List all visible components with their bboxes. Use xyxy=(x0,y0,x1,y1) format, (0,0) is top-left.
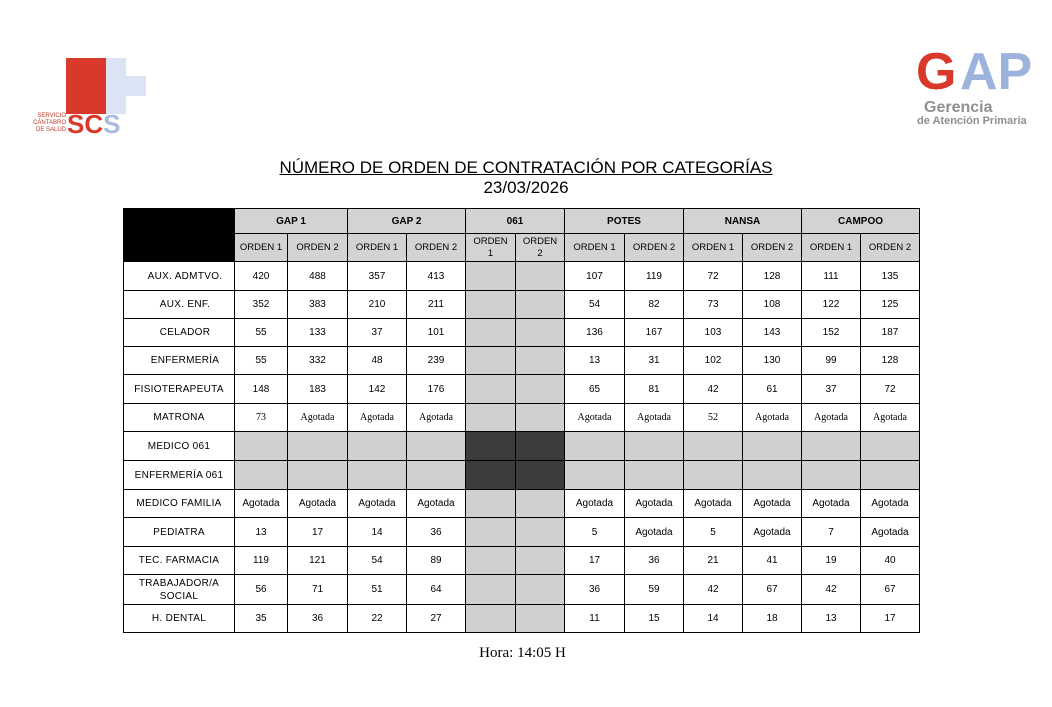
empty-cell xyxy=(235,461,288,490)
value-cell: 27 xyxy=(407,605,466,633)
value-cell: Agotada xyxy=(407,404,466,432)
value-cell: 41 xyxy=(743,547,802,575)
value-cell: 52 xyxy=(684,404,743,432)
header-corner xyxy=(124,234,235,262)
empty-cell-061 xyxy=(516,319,565,347)
value-cell: 36 xyxy=(565,575,625,605)
empty-cell xyxy=(565,432,625,461)
sub-header: ORDEN 1 xyxy=(348,234,407,262)
sub-header: ORDEN 2 xyxy=(288,234,348,262)
value-cell: 143 xyxy=(743,319,802,347)
value-cell: 73 xyxy=(684,291,743,319)
value-cell: 67 xyxy=(861,575,920,605)
empty-cell-061 xyxy=(516,518,565,547)
value-cell: Agotada xyxy=(743,490,802,518)
table-row xyxy=(124,518,920,547)
group-header: CAMPOO xyxy=(802,209,920,234)
value-cell: Agotada xyxy=(684,490,743,518)
empty-cell xyxy=(802,461,861,490)
value-cell: Agotada xyxy=(348,490,407,518)
scs-logo xyxy=(18,50,168,145)
value-cell: 64 xyxy=(407,575,466,605)
empty-cell-061 xyxy=(516,605,565,633)
value-cell: 82 xyxy=(625,291,684,319)
value-cell: 48 xyxy=(348,347,407,375)
category-cell: MATRONA xyxy=(124,404,235,432)
value-cell: 152 xyxy=(802,319,861,347)
value-cell: 15 xyxy=(625,605,684,633)
value-cell: 14 xyxy=(684,605,743,633)
value-cell: 71 xyxy=(288,575,348,605)
empty-cell xyxy=(407,432,466,461)
empty-cell-061 xyxy=(516,432,565,461)
value-cell: 383 xyxy=(288,291,348,319)
value-cell: 136 xyxy=(565,319,625,347)
value-cell: 122 xyxy=(802,291,861,319)
empty-cell xyxy=(625,461,684,490)
value-cell: 18 xyxy=(743,605,802,633)
value-cell: Agotada xyxy=(743,404,802,432)
value-cell: 67 xyxy=(743,575,802,605)
group-header: GAP 1 xyxy=(235,209,348,234)
empty-cell xyxy=(861,432,920,461)
contract-order-table xyxy=(123,208,920,633)
sub-header: ORDEN 2 xyxy=(407,234,466,262)
gap-logo xyxy=(914,43,1033,130)
value-cell: 211 xyxy=(407,291,466,319)
empty-cell-061 xyxy=(516,291,565,319)
category-cell: H. DENTAL xyxy=(124,605,235,633)
value-cell: 103 xyxy=(684,319,743,347)
sub-header: ORDEN 1 xyxy=(565,234,625,262)
sub-header: ORDEN 1 xyxy=(684,234,743,262)
value-cell: 332 xyxy=(288,347,348,375)
group-header: 061 xyxy=(466,209,565,234)
category-cell: CELADOR xyxy=(124,319,235,347)
value-cell: 14 xyxy=(348,518,407,547)
table-row xyxy=(124,347,920,375)
sub-header-061-1: ORDEN 1 xyxy=(466,234,516,262)
table-row xyxy=(124,490,920,518)
category-cell: FISIOTERAPEUTA xyxy=(124,375,235,404)
value-cell: 102 xyxy=(684,347,743,375)
value-cell: 488 xyxy=(288,262,348,291)
value-cell: Agotada xyxy=(407,490,466,518)
empty-cell-061 xyxy=(516,575,565,605)
empty-cell-061 xyxy=(466,319,516,347)
value-cell: Agotada xyxy=(625,490,684,518)
value-cell: 108 xyxy=(743,291,802,319)
table-row xyxy=(124,547,920,575)
value-cell: 42 xyxy=(684,375,743,404)
gap-logo-line1: Gerencia xyxy=(924,99,993,116)
value-cell: 73 xyxy=(235,404,288,432)
value-cell: 413 xyxy=(407,262,466,291)
value-cell: 17 xyxy=(861,605,920,633)
value-cell: 37 xyxy=(802,375,861,404)
empty-cell xyxy=(861,461,920,490)
empty-cell-061 xyxy=(466,347,516,375)
scs-logo-letters: SCS xyxy=(67,109,121,139)
value-cell: 17 xyxy=(565,547,625,575)
value-cell: 13 xyxy=(802,605,861,633)
category-cell: ENFERMERÍA xyxy=(124,347,235,375)
value-cell: 5 xyxy=(684,518,743,547)
value-cell: Agotada xyxy=(802,404,861,432)
value-cell: 11 xyxy=(565,605,625,633)
sub-header: ORDEN 2 xyxy=(743,234,802,262)
value-cell: 65 xyxy=(565,375,625,404)
scs-logo-text: SERVICIO CÁNTABRO DE SALUD xyxy=(33,113,66,133)
value-cell: 72 xyxy=(861,375,920,404)
value-cell: 13 xyxy=(235,518,288,547)
sub-header-061-2: ORDEN 2 xyxy=(516,234,565,262)
table-row xyxy=(124,461,920,490)
empty-cell-061 xyxy=(466,432,516,461)
value-cell: 176 xyxy=(407,375,466,404)
empty-cell-061 xyxy=(466,375,516,404)
value-cell: Agotada xyxy=(565,490,625,518)
group-header: POTES xyxy=(565,209,684,234)
empty-cell-061 xyxy=(466,404,516,432)
table-row xyxy=(124,319,920,347)
value-cell: 61 xyxy=(743,375,802,404)
value-cell: 167 xyxy=(625,319,684,347)
value-cell: 36 xyxy=(407,518,466,547)
value-cell: 239 xyxy=(407,347,466,375)
empty-cell xyxy=(288,432,348,461)
value-cell: Agotada xyxy=(625,404,684,432)
sub-header: ORDEN 1 xyxy=(802,234,861,262)
empty-cell-061 xyxy=(466,490,516,518)
empty-cell xyxy=(743,461,802,490)
empty-cell-061 xyxy=(516,262,565,291)
value-cell: 56 xyxy=(235,575,288,605)
sub-header: ORDEN 1 xyxy=(235,234,288,262)
empty-cell-061 xyxy=(516,461,565,490)
value-cell: 31 xyxy=(625,347,684,375)
empty-cell-061 xyxy=(466,518,516,547)
value-cell: 17 xyxy=(288,518,348,547)
report-time: Hora: 14:05 H xyxy=(479,645,566,661)
table-row xyxy=(124,375,920,404)
value-cell: 357 xyxy=(348,262,407,291)
empty-cell-061 xyxy=(466,461,516,490)
value-cell: 111 xyxy=(802,262,861,291)
empty-cell xyxy=(235,432,288,461)
value-cell: 99 xyxy=(802,347,861,375)
value-cell: Agotada xyxy=(625,518,684,547)
empty-cell-061 xyxy=(466,547,516,575)
value-cell: 22 xyxy=(348,605,407,633)
empty-cell-061 xyxy=(516,375,565,404)
group-header: NANSA xyxy=(684,209,802,234)
empty-cell xyxy=(684,432,743,461)
value-cell: 119 xyxy=(625,262,684,291)
value-cell: 210 xyxy=(348,291,407,319)
category-cell: AUX. ENF. xyxy=(124,291,235,319)
value-cell: 128 xyxy=(743,262,802,291)
value-cell: 54 xyxy=(348,547,407,575)
empty-cell-061 xyxy=(466,575,516,605)
value-cell: Agotada xyxy=(861,490,920,518)
value-cell: 54 xyxy=(565,291,625,319)
value-cell: 183 xyxy=(288,375,348,404)
value-cell: Agotada xyxy=(861,404,920,432)
empty-cell-061 xyxy=(466,291,516,319)
value-cell: Agotada xyxy=(348,404,407,432)
value-cell: Agotada xyxy=(802,490,861,518)
category-cell: PEDIATRA xyxy=(124,518,235,547)
group-header: GAP 2 xyxy=(348,209,466,234)
value-cell: 128 xyxy=(861,347,920,375)
empty-cell xyxy=(565,461,625,490)
empty-cell xyxy=(407,461,466,490)
category-cell: ENFERMERÍA 061 xyxy=(124,461,235,490)
value-cell: Agotada xyxy=(861,518,920,547)
empty-cell xyxy=(743,432,802,461)
gap-logo-mark: G AP xyxy=(916,43,1033,101)
header-corner xyxy=(124,209,235,234)
value-cell: 352 xyxy=(235,291,288,319)
value-cell: 125 xyxy=(861,291,920,319)
empty-cell-061 xyxy=(466,605,516,633)
sub-header: ORDEN 2 xyxy=(861,234,920,262)
table-row xyxy=(124,432,920,461)
value-cell: 7 xyxy=(802,518,861,547)
value-cell: 42 xyxy=(802,575,861,605)
value-cell: 119 xyxy=(235,547,288,575)
category-cell: MEDICO FAMILIA xyxy=(124,490,235,518)
value-cell: 59 xyxy=(625,575,684,605)
value-cell: 107 xyxy=(565,262,625,291)
value-cell: 133 xyxy=(288,319,348,347)
value-cell: Agotada xyxy=(743,518,802,547)
value-cell: Agotada xyxy=(565,404,625,432)
empty-cell-061 xyxy=(516,347,565,375)
empty-cell xyxy=(348,461,407,490)
value-cell: 72 xyxy=(684,262,743,291)
value-cell: 130 xyxy=(743,347,802,375)
sub-header: ORDEN 2 xyxy=(625,234,684,262)
value-cell: 89 xyxy=(407,547,466,575)
value-cell: 135 xyxy=(861,262,920,291)
value-cell: 19 xyxy=(802,547,861,575)
table-row xyxy=(124,605,920,633)
table-row xyxy=(124,262,920,291)
table-row xyxy=(124,291,920,319)
category-cell: TEC. FARMACIA xyxy=(124,547,235,575)
value-cell: Agotada xyxy=(288,490,348,518)
value-cell: 55 xyxy=(235,319,288,347)
value-cell: 81 xyxy=(625,375,684,404)
value-cell: Agotada xyxy=(235,490,288,518)
value-cell: 5 xyxy=(565,518,625,547)
value-cell: 37 xyxy=(348,319,407,347)
empty-cell xyxy=(684,461,743,490)
value-cell: 55 xyxy=(235,347,288,375)
value-cell: 420 xyxy=(235,262,288,291)
value-cell: 142 xyxy=(348,375,407,404)
value-cell: 51 xyxy=(348,575,407,605)
value-cell: 40 xyxy=(861,547,920,575)
category-cell: AUX. ADMTVO. xyxy=(124,262,235,291)
empty-cell xyxy=(625,432,684,461)
value-cell: Agotada xyxy=(288,404,348,432)
table-row xyxy=(124,404,920,432)
value-cell: 13 xyxy=(565,347,625,375)
document-date: 23/03/2026 xyxy=(483,178,569,197)
value-cell: 121 xyxy=(288,547,348,575)
value-cell: 101 xyxy=(407,319,466,347)
empty-cell xyxy=(802,432,861,461)
category-cell: TRABAJADOR/A SOCIAL xyxy=(124,575,235,605)
gap-logo-line2: de Atención Primaria xyxy=(917,115,1027,127)
value-cell: 21 xyxy=(684,547,743,575)
empty-cell-061 xyxy=(516,404,565,432)
value-cell: 42 xyxy=(684,575,743,605)
value-cell: 35 xyxy=(235,605,288,633)
table-row xyxy=(124,575,920,605)
document-title: NÚMERO DE ORDEN DE CONTRATACIÓN POR CATEGORÍAS xyxy=(279,158,773,177)
value-cell: 36 xyxy=(625,547,684,575)
value-cell: 36 xyxy=(288,605,348,633)
category-cell: MEDICO 061 xyxy=(124,432,235,461)
empty-cell-061 xyxy=(516,490,565,518)
empty-cell-061 xyxy=(516,547,565,575)
empty-cell xyxy=(348,432,407,461)
empty-cell xyxy=(288,461,348,490)
value-cell: 148 xyxy=(235,375,288,404)
value-cell: 187 xyxy=(861,319,920,347)
empty-cell-061 xyxy=(466,262,516,291)
